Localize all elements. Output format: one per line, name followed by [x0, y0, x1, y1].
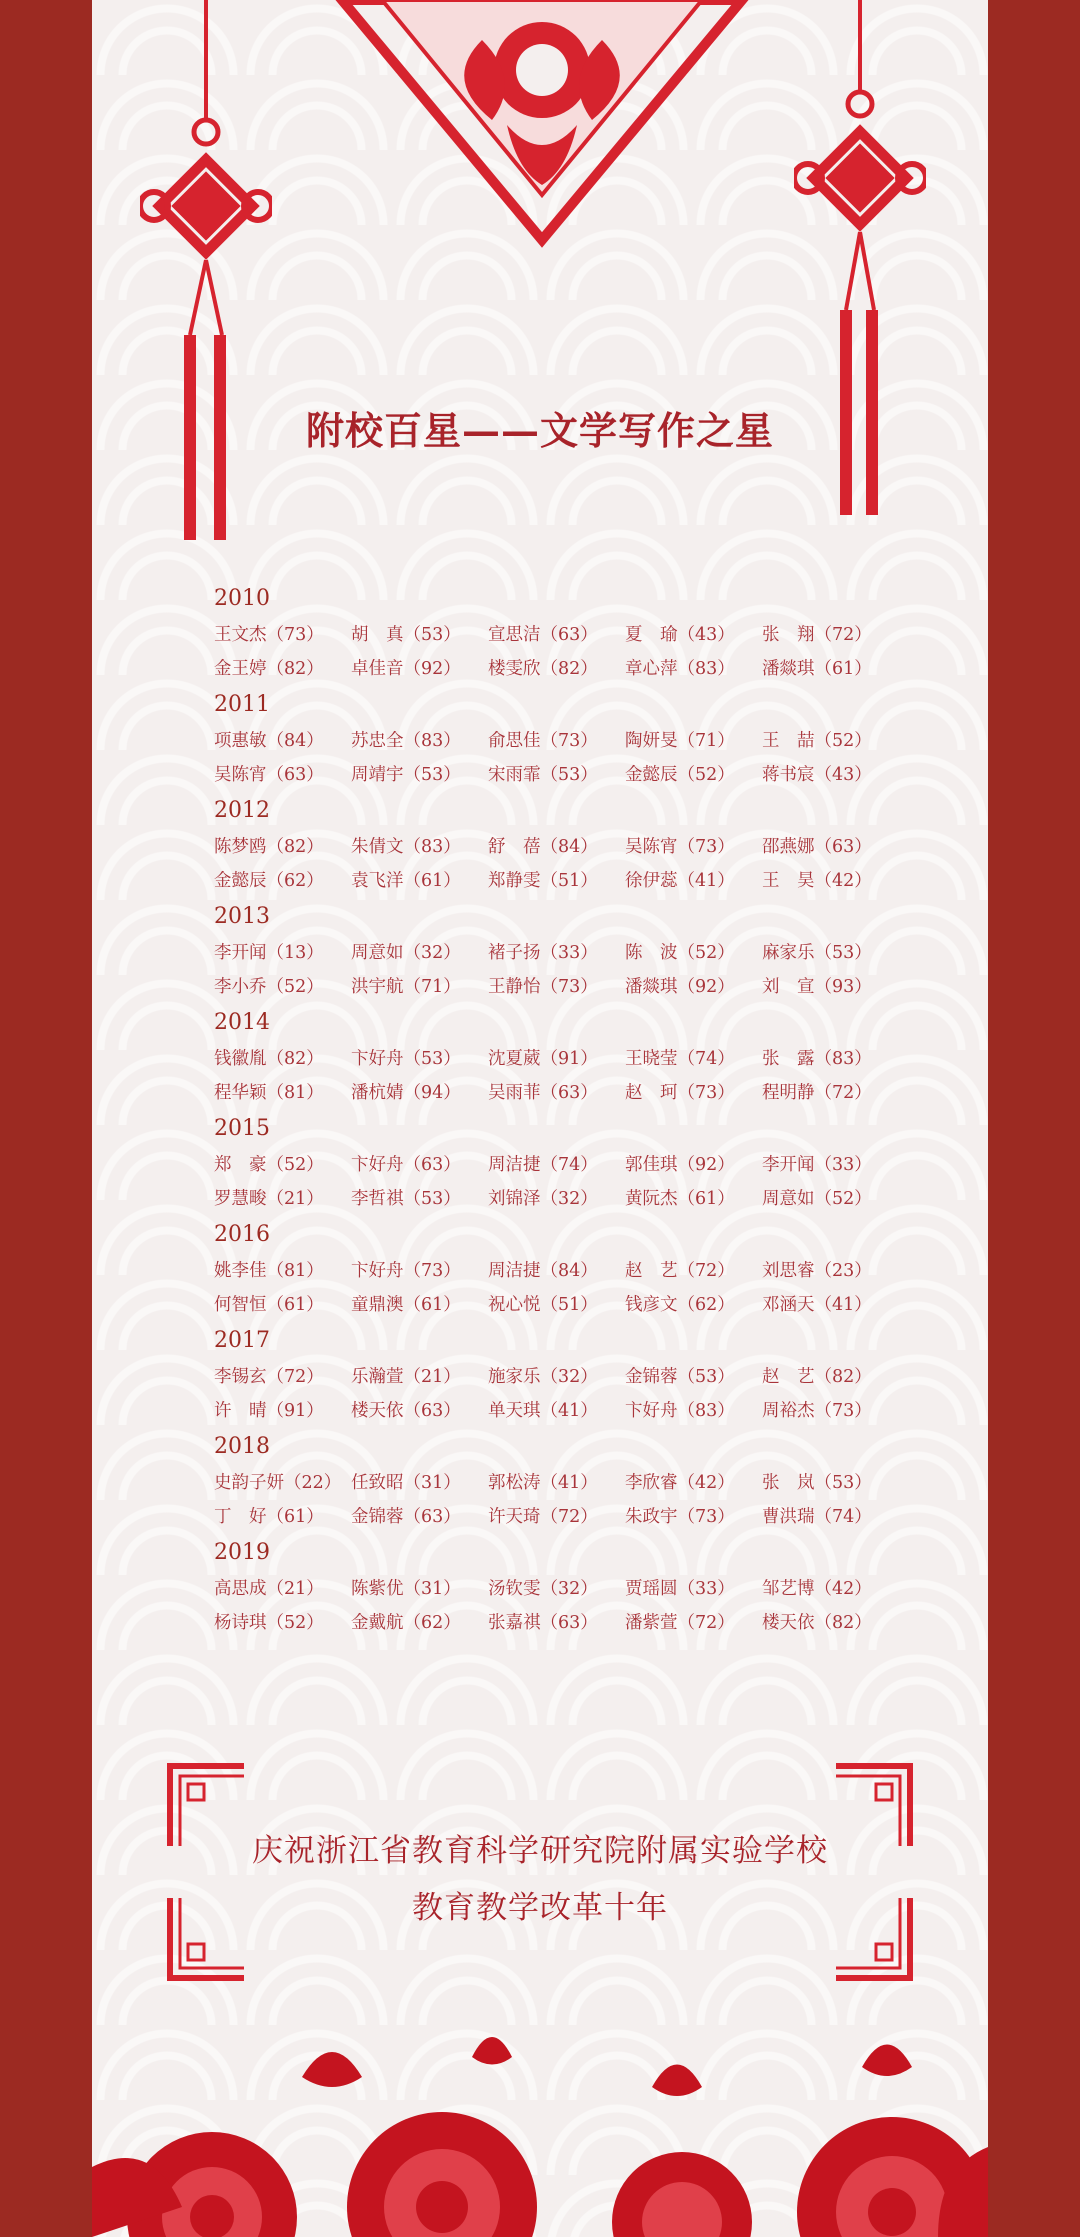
name-row — [214, 936, 914, 970]
student-entry: 徐伊蕊（41） — [625, 871, 735, 891]
student-entry: 周洁捷（74） — [488, 1155, 598, 1175]
student-entry: 郑静雯（51） — [488, 871, 598, 891]
name-row — [214, 1148, 914, 1182]
name-row — [214, 1254, 914, 1288]
name-row — [214, 1288, 914, 1322]
name-row — [214, 1360, 914, 1394]
student-entry: 邵燕娜（63） — [762, 837, 872, 857]
name-row — [214, 830, 914, 864]
student-entry: 刘 宣（93） — [762, 977, 872, 997]
student-entry: 章心萍（83） — [625, 659, 735, 679]
student-entry: 邓涵天（41） — [762, 1295, 872, 1315]
student-entry: 童鼎澳（61） — [351, 1295, 461, 1315]
student-entry: 郭松涛（41） — [488, 1473, 598, 1493]
student-entry: 胡 真（53） — [351, 625, 461, 645]
chinese-knot-left — [140, 0, 272, 545]
name-row — [214, 758, 914, 792]
student-entry: 周意如（52） — [762, 1189, 872, 1209]
student-entry: 周裕杰（73） — [762, 1401, 872, 1421]
student-entry: 金戴航（62） — [351, 1613, 461, 1633]
student-entry: 单天琪（41） — [488, 1401, 598, 1421]
name-row — [214, 864, 914, 898]
year-heading: 2017 — [214, 1328, 270, 1353]
student-entry: 郑 豪（52） — [214, 1155, 324, 1175]
student-entry: 卓佳音（92） — [351, 659, 461, 679]
student-entry: 楼天依（82） — [762, 1613, 872, 1633]
year-heading: 2012 — [214, 798, 270, 823]
student-entry: 李欣睿（42） — [625, 1473, 735, 1493]
name-row — [214, 1500, 914, 1534]
student-entry: 王 喆（52） — [762, 731, 872, 751]
student-entry: 陈紫优（31） — [351, 1579, 461, 1599]
student-entry: 赵 艺（82） — [762, 1367, 872, 1387]
student-entry: 卞好舟（53） — [351, 1049, 461, 1069]
name-row — [214, 1466, 914, 1500]
student-entry: 沈夏葳（91） — [488, 1049, 598, 1069]
year-heading: 2013 — [214, 904, 270, 929]
student-entry: 吴陈宵（73） — [625, 837, 735, 857]
student-entry: 钱彦文（62） — [625, 1295, 735, 1315]
student-entry: 许天琦（72） — [488, 1507, 598, 1527]
student-entry: 陈梦鸥（82） — [214, 837, 324, 857]
name-row — [214, 1606, 914, 1640]
footer-line-1: 庆祝浙江省教育科学研究院附属实验学校 — [252, 1833, 828, 1869]
student-entry: 吴雨菲（63） — [488, 1083, 598, 1103]
student-entry: 张 露（83） — [762, 1049, 872, 1069]
student-entry: 舒 蓓（84） — [488, 837, 598, 857]
student-entry: 陈 波（52） — [625, 943, 735, 963]
student-entry: 郭佳琪（92） — [625, 1155, 735, 1175]
student-entry: 吴陈宵（63） — [214, 765, 324, 785]
student-entry: 周靖宇（53） — [351, 765, 461, 785]
student-entry: 刘思睿（23） — [762, 1261, 872, 1281]
year-heading: 2018 — [214, 1434, 270, 1459]
student-entry: 祝心悦（51） — [488, 1295, 598, 1315]
student-entry: 李锡玄（72） — [214, 1367, 324, 1387]
name-row — [214, 970, 914, 1004]
student-entry: 邹艺博（42） — [762, 1579, 872, 1599]
student-entry: 张 翔（72） — [762, 625, 872, 645]
year-heading: 2019 — [214, 1540, 270, 1565]
student-entry: 王静怡（73） — [488, 977, 598, 997]
name-row — [214, 618, 914, 652]
student-entry: 蒋书宸（43） — [762, 765, 872, 785]
student-entry: 潘紫萱（72） — [625, 1613, 735, 1633]
student-entry: 卞好舟（63） — [351, 1155, 461, 1175]
student-entry: 袁飞洋（61） — [351, 871, 461, 891]
student-entry: 洪宇航（71） — [351, 977, 461, 997]
name-row — [214, 1042, 914, 1076]
student-entry: 赵 珂（73） — [625, 1083, 735, 1103]
student-entry: 麻家乐（53） — [762, 943, 872, 963]
student-entry: 楼雯欣（82） — [488, 659, 598, 679]
name-row — [214, 724, 914, 758]
student-entry: 夏 瑜（43） — [625, 625, 735, 645]
student-entry: 楼天依（63） — [351, 1401, 461, 1421]
student-entry: 潘燚琪（92） — [625, 977, 735, 997]
student-entry: 项惠敏（84） — [214, 731, 324, 751]
student-entry: 金锦蓉（63） — [351, 1507, 461, 1527]
student-entry: 程明静（72） — [762, 1083, 872, 1103]
student-entry: 金懿辰（62） — [214, 871, 324, 891]
student-entry: 史韵子妍（22） — [214, 1473, 342, 1493]
student-entry: 施家乐（32） — [488, 1367, 598, 1387]
year-heading: 2014 — [214, 1010, 270, 1035]
student-entry: 张嘉祺（63） — [488, 1613, 598, 1633]
papercut-flowers — [92, 1997, 988, 2237]
student-entry: 潘杭婧（94） — [351, 1083, 461, 1103]
student-entry: 张 岚（53） — [762, 1473, 872, 1493]
student-entry: 李小乔（52） — [214, 977, 324, 997]
student-entry: 褚子扬（33） — [488, 943, 598, 963]
student-entry: 王晓莹（74） — [625, 1049, 735, 1069]
student-entry: 朱倩文（83） — [351, 837, 461, 857]
footer-line-2: 教育教学改革十年 — [412, 1890, 668, 1926]
student-entry: 姚李佳（81） — [214, 1261, 324, 1281]
student-entry: 潘燚琪（61） — [762, 659, 872, 679]
student-entry: 赵 艺（72） — [625, 1261, 735, 1281]
student-entry: 俞思佳（73） — [488, 731, 598, 751]
student-entry: 曹洪瑞（74） — [762, 1507, 872, 1527]
student-entry: 卞好舟（83） — [625, 1401, 735, 1421]
name-row — [214, 1076, 914, 1110]
student-entry: 程华颖（81） — [214, 1083, 324, 1103]
student-entry: 乐瀚萱（21） — [351, 1367, 461, 1387]
student-entry: 许 晴（91） — [214, 1401, 324, 1421]
name-row — [214, 652, 914, 686]
student-entry: 卞好舟（73） — [351, 1261, 461, 1281]
student-entry: 金王婷（82） — [214, 659, 324, 679]
student-entry: 黄阮杰（61） — [625, 1189, 735, 1209]
student-entry: 李开闻（33） — [762, 1155, 872, 1175]
student-entry: 王文杰（73） — [214, 625, 324, 645]
student-entry: 高思成（21） — [214, 1579, 324, 1599]
student-entry: 宣思洁（63） — [488, 625, 598, 645]
student-entry: 何智恒（61） — [214, 1295, 324, 1315]
student-entry: 周洁捷（84） — [488, 1261, 598, 1281]
student-entry: 金锦蓉（53） — [625, 1367, 735, 1387]
student-entry: 汤钦雯（32） — [488, 1579, 598, 1599]
student-entry: 钱徽胤（82） — [214, 1049, 324, 1069]
student-entry: 周意如（32） — [351, 943, 461, 963]
page-title: 附校百星——文学写作之星 — [305, 408, 774, 453]
student-entry: 刘锦泽（32） — [488, 1189, 598, 1209]
student-entry: 金懿辰（52） — [625, 765, 735, 785]
year-heading: 2010 — [214, 586, 270, 611]
name-row — [214, 1394, 914, 1428]
year-heading: 2015 — [214, 1116, 270, 1141]
year-heading: 2011 — [214, 692, 270, 717]
poster-paper — [92, 0, 988, 2237]
student-entry: 贾瑶圆（33） — [625, 1579, 735, 1599]
student-entry: 罗慧畯（21） — [214, 1189, 324, 1209]
student-entry: 陶妍旻（71） — [625, 731, 735, 751]
student-entry: 苏忠全（83） — [351, 731, 461, 751]
award-list — [214, 580, 914, 1640]
name-row — [214, 1572, 914, 1606]
student-entry: 李开闻（13） — [214, 943, 324, 963]
student-entry: 朱政宇（73） — [625, 1507, 735, 1527]
papercut-diamond-ornament — [332, 0, 752, 300]
student-entry: 宋雨霏（53） — [488, 765, 598, 785]
student-entry: 丁 好（61） — [214, 1507, 324, 1527]
student-entry: 李哲祺（53） — [351, 1189, 461, 1209]
name-row — [214, 1182, 914, 1216]
year-heading: 2016 — [214, 1222, 270, 1247]
student-entry: 王 昊（42） — [762, 871, 872, 891]
student-entry: 杨诗琪（52） — [214, 1613, 324, 1633]
student-entry: 任致昭（31） — [351, 1473, 461, 1493]
